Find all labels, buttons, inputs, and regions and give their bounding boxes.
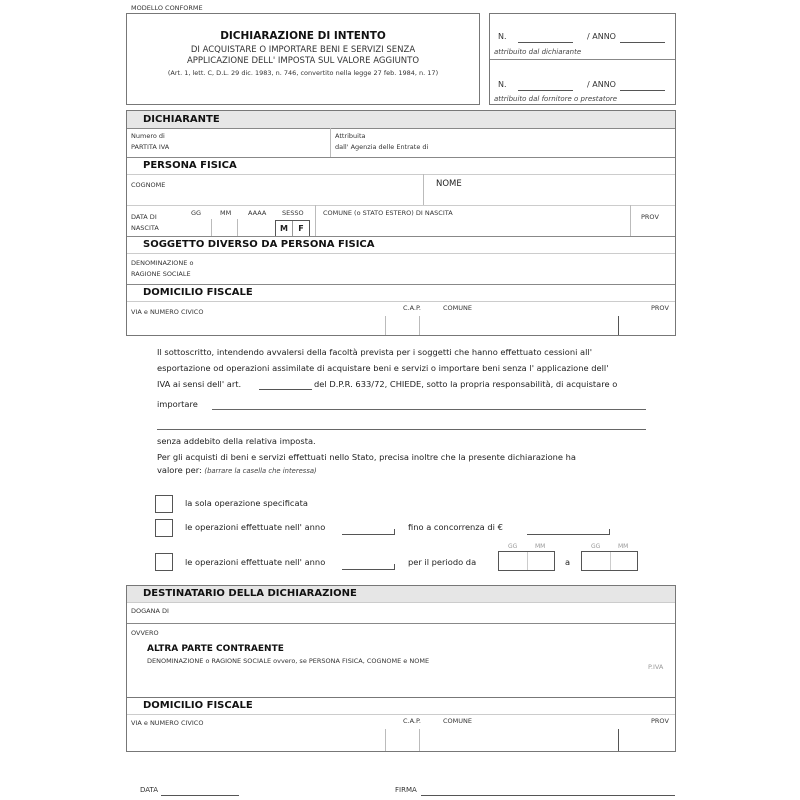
senza-addebito-text: senza addebito della relativa imposta. (157, 436, 316, 446)
ovvero-label: OVVERO (131, 629, 159, 637)
birth-date-field[interactable] (185, 211, 273, 236)
concorrenza-label: fino a concorrenza di € (408, 522, 503, 532)
altra-parte-title: ALTRA PARTE CONTRAENTE (147, 644, 284, 654)
document-title: DICHIARAZIONE DI INTENTO (220, 30, 386, 42)
dest-cap-field[interactable] (386, 715, 419, 751)
para1-line2: esportazione od operazioni assimilate di acquistare beni e servizi o importare beni senza l' applicazione dell' (157, 363, 609, 373)
document-subtitle-2: APPLICAZIONE DELL' IMPOSTA SUL VALORE AGGIUNTO (186, 56, 420, 66)
denominazione-label-1: DENOMINAZIONE o (131, 259, 194, 267)
aaaa-label: AAAA (248, 209, 267, 217)
para1-line1: Il sottoscritto, intendendo avvalersi della facoltà prevista per i soggetti che hanno effettuato cessioni all' (157, 347, 593, 357)
nome-label: NOME (436, 179, 462, 189)
anno-field-1[interactable] (620, 42, 665, 43)
destinatario-domicilio-section (126, 697, 676, 752)
dest-via-label: VIA e NUMERO CIVICO (131, 719, 204, 727)
dest-cap-label: C.A.P. (403, 717, 421, 725)
gg-label-from: GG (508, 543, 518, 550)
law-reference: (Art. 1, lett. C, D.L. 29 dic. 1983, n. 746, convertito nella legge 27 feb. 1984, n. 17) (167, 69, 439, 77)
gg-label-to: GG (591, 543, 601, 550)
sesso-m-option[interactable]: M (280, 224, 288, 233)
cognome-label: COGNOME (131, 181, 166, 189)
option-periodo-checkbox[interactable] (155, 553, 173, 571)
option-sola-operazione-checkbox[interactable] (155, 495, 173, 513)
art-field[interactable] (259, 389, 312, 390)
altra-parte-field[interactable] (127, 666, 627, 696)
n-label-2: N. (498, 80, 507, 89)
numbering-box (489, 13, 676, 105)
cap-field[interactable] (386, 302, 419, 335)
anno-label-1: / ANNO (587, 32, 616, 41)
option-anno-concorrenza-checkbox[interactable] (155, 519, 173, 537)
caption-dichiarante: attribuito dal dichiarante (494, 48, 582, 56)
prov-field[interactable] (619, 302, 676, 335)
sesso-label: SESSO (282, 209, 304, 217)
importo-field[interactable] (527, 534, 609, 535)
mm-label-to: MM (618, 543, 629, 550)
importare-field-1[interactable] (212, 409, 646, 410)
destinatario-section (126, 585, 676, 698)
agenzia-label-2: dall' Agenzia delle Entrate di (335, 143, 429, 151)
para2-line2 (157, 464, 317, 478)
data-nascita-label-2: NASCITA (131, 224, 159, 232)
cognome-field[interactable] (127, 175, 423, 205)
anno-field-opt2[interactable] (342, 534, 394, 535)
option-sola-operazione-label: la sola operazione specificata (185, 498, 308, 508)
para2-line1: Per gli acquisti di beni e servizi effettuati nello Stato, precisa inoltre che la presente dichiarazione ha (157, 452, 577, 462)
option-periodo-label: le operazioni effettuate nell' anno (185, 557, 326, 567)
data-field[interactable] (161, 795, 239, 796)
piva-field[interactable] (127, 111, 675, 157)
domicilio-fiscale-title: DOMICILIO FISCALE (143, 287, 253, 298)
date-to-field[interactable] (581, 551, 638, 571)
barrare-hint: (barrare la casella che interessa) (204, 467, 317, 475)
denominazione-label-2: RAGIONE SOCIALE (131, 270, 191, 278)
para1-line3a: IVA ai sensi dell' art. (157, 379, 242, 389)
document-subtitle-1: DI ACQUISTARE O IMPORTARE BENI E SERVIZI SENZA (190, 45, 416, 55)
comune-nascita-field[interactable] (316, 206, 630, 236)
dest-prov-field[interactable] (619, 715, 676, 751)
gg-label: GG (191, 209, 202, 217)
cap-label: C.A.P. (403, 304, 421, 312)
comune-nascita-label: COMUNE (o STATO ESTERO) DI NASCITA (323, 209, 453, 217)
mm-label-from: MM (535, 543, 546, 550)
dichiarante-section (126, 110, 676, 336)
via-label: VIA e NUMERO CIVICO (131, 308, 204, 316)
data-nascita-label-1: DATA DI (131, 213, 157, 221)
periodo-da-label: per il periodo da (408, 557, 477, 567)
n-field-1[interactable] (518, 42, 573, 43)
persona-fisica-title: PERSONA FISICA (143, 160, 237, 171)
dest-domicilio-title: DOMICILIO FISCALE (143, 700, 253, 711)
soggetto-diverso-title: SOGGETTO DIVERSO DA PERSONA FISICA (143, 239, 375, 250)
firma-field[interactable] (421, 795, 675, 796)
piva-label-2: PARTITA IVA (131, 143, 170, 151)
valore-per-label: valore per: (157, 465, 202, 475)
piva-label-1: Numero di (131, 132, 165, 140)
prov-nascita-field[interactable] (631, 206, 676, 236)
nome-field[interactable] (424, 175, 676, 205)
comune-label: COMUNE (443, 304, 472, 312)
sesso-box (275, 220, 310, 236)
para1-line4: importare (157, 399, 198, 409)
caption-fornitore: attribuito dal fornitore o prestatore (494, 95, 618, 103)
destinatario-title: DESTINATARIO DELLA DICHIARAZIONE (127, 586, 675, 602)
anno-label-2: / ANNO (587, 80, 616, 89)
sesso-f-option[interactable]: F (298, 224, 304, 233)
piva-dest-label: P.IVA (648, 663, 664, 671)
data-label: DATA (140, 786, 159, 794)
prov-nascita-label: PROV (641, 213, 659, 221)
date-from-field[interactable] (498, 551, 555, 571)
modello-conforme-label: MODELLO CONFORME (131, 4, 203, 12)
dest-prov-label: PROV (651, 717, 669, 725)
dogana-field[interactable] (127, 603, 675, 623)
altra-parte-desc: DENOMINAZIONE o RAGIONE SOCIALE ovvero, se PERSONA FISICA, COGNOME e NOME (147, 657, 430, 665)
periodo-a-label: a (565, 557, 571, 567)
importare-field-2[interactable] (157, 429, 646, 430)
option-anno-concorrenza-label: le operazioni effettuate nell' anno (185, 522, 326, 532)
via-field[interactable] (127, 302, 385, 335)
denominazione-field[interactable] (127, 254, 675, 284)
prov-label: PROV (651, 304, 669, 312)
anno-field-opt3[interactable] (342, 569, 394, 570)
comune-field[interactable] (420, 302, 618, 335)
agenzia-label-1: Attribuita (335, 132, 366, 140)
mm-label: MM (220, 209, 232, 217)
dogana-label: DOGANA DI (131, 607, 169, 615)
anno-field-2[interactable] (620, 90, 665, 91)
dest-comune-field[interactable] (420, 715, 618, 751)
dest-comune-label: COMUNE (443, 717, 472, 725)
n-label-1: N. (498, 32, 507, 41)
dichiarante-title: DICHIARANTE (127, 111, 675, 128)
firma-label: FIRMA (395, 786, 417, 794)
title-box (126, 13, 480, 105)
para1-line3b: del D.P.R. 633/72, CHIEDE, sotto la propria responsabilità, di acquistare o (314, 379, 618, 389)
dest-via-field[interactable] (127, 715, 385, 751)
n-field-2[interactable] (518, 90, 573, 91)
